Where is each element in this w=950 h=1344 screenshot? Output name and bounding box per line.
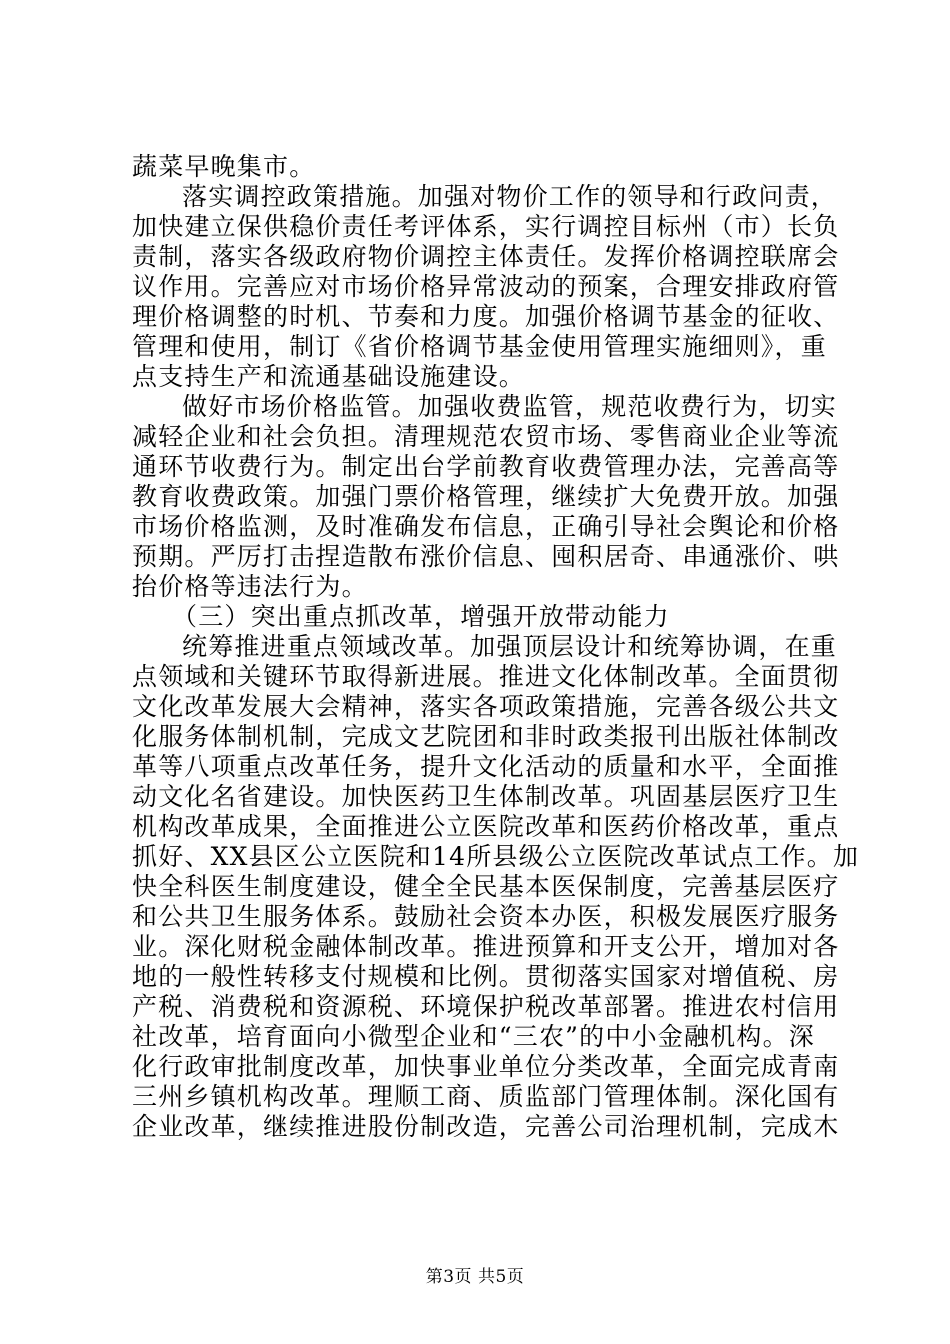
text-line: 地的一般性转移支付规模和比例。贯彻落实国家对增值税、房: [132, 962, 840, 991]
text-line: 预期。严厉打击捏造散布涨价信息、囤积居奇、串通涨价、哄: [132, 542, 840, 571]
text-line: 机构改革成果，全面推进公立医院改革和医药价格改革，重点: [132, 812, 840, 841]
text-line: 议作用。完善应对市场价格异常波动的预案，合理安排政府管: [132, 272, 840, 301]
paragraph: [132, 182, 840, 392]
text-line: 落实调控政策措施。加强对物价工作的领导和行政问责，: [182, 182, 838, 211]
text-line: 动文化名省建设。加快医药卫生体制改革。巩固基层医疗卫生: [132, 782, 840, 811]
text-line: 管理和使用，制订《省价格调节基金使用管理实施细则》，重: [132, 332, 827, 361]
text-line: 社改革，培育面向小微型企业和“三农”的中小金融机构。深: [132, 1022, 815, 1051]
text-line: 文化改革发展大会精神，落实各项政策措施，完善各级公共文: [132, 692, 840, 721]
text-line: 点领域和关键环节取得新进展。推进文化体制改革。全面贯彻: [132, 662, 840, 691]
text-line: 化行政审批制度改革，加快事业单位分类改革，全面完成青南: [132, 1052, 840, 1081]
text-line: 蔬菜早晚集市。: [132, 152, 316, 181]
text-line: 做好市场价格监管。加强收费监管，规范收费行为，切实: [182, 392, 838, 421]
text-line: （三）突出重点抓改革，增强开放带动能力: [172, 602, 670, 631]
text-line: 市场价格监测，及时准确发布信息，正确引导社会舆论和价格: [132, 512, 840, 541]
text-line: 加快建立保供稳价责任考评体系，实行调控目标州（市）长负: [132, 212, 840, 241]
text-line: 统筹推进重点领域改革。加强顶层设计和统筹协调，在重: [182, 632, 838, 661]
text-line: 产税、消费税和资源税、环境保护税改革部署。推进农村信用: [132, 992, 840, 1021]
text-line: 通环节收费行为。制定出台学前教育收费管理办法，完善高等: [132, 452, 840, 481]
text-line: 企业改革，继续推进股份制改造，完善公司治理机制，完成木: [132, 1112, 840, 1141]
paragraph: [132, 602, 832, 632]
text-line: 减轻企业和社会负担。清理规范农贸市场、零售商业企业等流: [132, 422, 840, 451]
text-line: 教育收费政策。加强门票价格管理，继续扩大免费开放。加强: [132, 482, 840, 511]
text-line: 和公共卫生服务体系。鼓励社会资本办医，积极发展医疗服务: [132, 902, 840, 931]
document-body: [132, 152, 860, 1142]
paragraph: [132, 632, 860, 1142]
paragraph: [132, 152, 832, 182]
text-line: 快全科医生制度建设，健全全民基本医保制度，完善基层医疗: [132, 872, 840, 901]
text-line: 业。深化财税金融体制改革。推进预算和开支公开，增加对各: [132, 932, 840, 961]
text-line: 点支持生产和流通基础设施建设。: [132, 362, 526, 391]
text-line: 抓好、XX县区公立医院和14所县级公立医院改革试点工作。加: [132, 842, 860, 871]
paragraph: [132, 392, 840, 602]
text-line: 三州乡镇机构改革。理顺工商、质监部门管理体制。深化国有: [132, 1082, 840, 1111]
text-line: 革等八项重点改革任务，提升文化活动的质量和水平，全面推: [132, 752, 840, 781]
page-footer: 第3页 共5页: [425, 1267, 525, 1287]
text-line: 化服务体制机制，完成文艺院团和非时政类报刊出版社体制改: [132, 722, 840, 751]
text-line: 责制，落实各级政府物价调控主体责任。发挥价格调控联席会: [132, 242, 840, 271]
text-line: 抬价格等违法行为。: [132, 572, 368, 601]
text-line: 理价格调整的时机、节奏和力度。加强价格调节基金的征收、: [132, 302, 840, 331]
